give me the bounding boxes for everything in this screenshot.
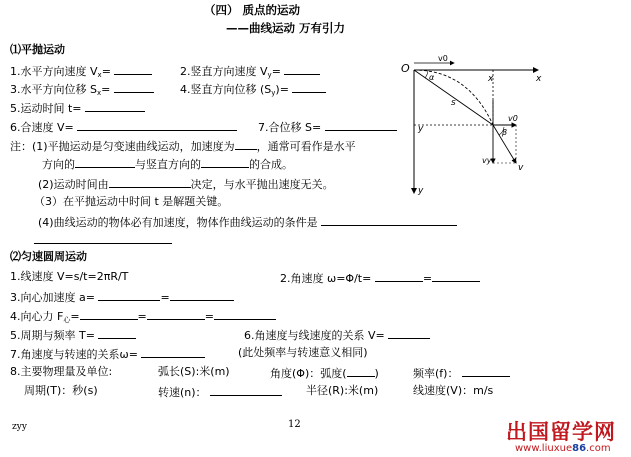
unit-radius: 半径(R):米(m) (306, 384, 379, 397)
part1-q2: 2.竖直方向速度 $V_y=$ (180, 63, 320, 82)
v0-mid-label: v0 (508, 114, 518, 123)
part1-note3: （3）在平抛运动中时间 t 是解题关键。 (34, 195, 229, 208)
unit-angle: 角度(Φ)：弧度( ) (270, 367, 379, 380)
part1-note1-line1: 注：(1)平抛运动是匀变速曲线运动，加速度为 ，通常可看作是水平 (10, 140, 356, 153)
part2-q2: 2.角速度 ω=Φ/t= = (280, 270, 480, 286)
part1-note4-line2 (34, 232, 172, 248)
part1-q5: 5.运动时间 t= (10, 100, 145, 116)
answer-blank[interactable] (114, 63, 152, 75)
part1-q1: 1.水平方向速度 $V_x=$ (10, 63, 152, 82)
answer-blank[interactable] (98, 327, 136, 339)
footer-author: zyy (12, 422, 27, 432)
part2-heading: ⑵匀速圆周运动 (10, 250, 87, 263)
answer-blank[interactable] (77, 119, 237, 131)
part1-q3: 3.水平方向位移 $S_x=$ (10, 81, 154, 100)
part2-q7-note: (此处频率与转速意义相同) (238, 346, 368, 359)
answer-blank[interactable] (141, 346, 205, 358)
part2-q8: 8.主要物理量及单位: (10, 365, 113, 378)
watermark-url: www.liuxue86.com (515, 443, 611, 454)
part1-heading: ⑴平抛运动 (10, 43, 65, 56)
watermark-logo-text: 出国留学网 (506, 420, 616, 444)
beta-label: β (502, 128, 508, 137)
unit-linear-velocity: 线速度(V)：m/s (413, 384, 494, 397)
part2-q6: 6.角速度与线速度的关系 V= (244, 327, 430, 343)
part1-note4: (4)曲线运动的物体必有加速度，物体作曲线运动的条件是 (38, 214, 457, 230)
answer-blank[interactable] (388, 327, 430, 339)
x-label-point: x (488, 74, 494, 84)
part1-note1-line2: 方向的 与竖直方向的 的合成。 (42, 158, 293, 171)
y-label-axis: y (418, 186, 424, 196)
y-label-point: y (418, 124, 424, 134)
section-title: （四） 质点的运动 (204, 3, 301, 17)
answer-blank[interactable] (214, 308, 276, 320)
part2-q5: 5.周期与频率 T= (10, 327, 136, 343)
part1-q6: 6.合速度 V= (10, 119, 237, 135)
answer-blank[interactable] (114, 81, 154, 93)
answer-blank[interactable] (284, 63, 320, 75)
part1-q7: 7.合位移 S= (258, 119, 397, 135)
answer-blank[interactable] (210, 384, 282, 396)
answer-blank[interactable] (170, 289, 234, 301)
answer-blank[interactable] (98, 289, 160, 301)
unit-rev: 转速(n)： (158, 384, 282, 400)
part1-q4: 4.竖直方向位移 $(S_y)=$ (180, 81, 326, 100)
unit-period: 周期(T)：秒(s) (24, 384, 98, 397)
projectile-diagram (398, 55, 548, 200)
part2-q7: 7.角速度与转速的关系ω= (10, 346, 205, 362)
answer-blank[interactable] (462, 365, 510, 377)
answer-blank[interactable] (235, 138, 257, 150)
part2-q1: 1.线速度 V=s/t=2πR/T (10, 270, 129, 283)
answer-blank[interactable] (147, 308, 205, 320)
answer-blank[interactable] (375, 270, 423, 282)
answer-blank[interactable] (34, 232, 172, 244)
answer-blank[interactable] (80, 308, 138, 320)
part2-q4: 4.向心力 $F_心=$ = = (10, 308, 276, 327)
part2-q3: 3.向心加速度 a= = (10, 289, 234, 305)
v-label: v (518, 163, 524, 173)
answer-blank[interactable] (75, 156, 135, 168)
answer-blank[interactable] (432, 270, 480, 282)
answer-blank[interactable] (321, 214, 457, 226)
answer-blank[interactable] (325, 119, 397, 131)
v0-top-label: v0 (438, 55, 448, 63)
answer-blank[interactable] (292, 81, 326, 93)
unit-arc: 弧长(S):米(m) (158, 365, 230, 378)
answer-blank[interactable] (85, 100, 145, 112)
answer-blank[interactable] (109, 176, 191, 188)
unit-freq: 频率(f)： (413, 365, 510, 381)
part1-note2: (2)运动时间由 决定，与水平抛出速度无关。 (38, 178, 334, 191)
x-label-axis: x (536, 74, 542, 84)
s-label: s (451, 98, 456, 108)
origin-label: O (401, 62, 410, 75)
answer-blank[interactable] (347, 365, 375, 377)
page-number: 12 (288, 419, 301, 430)
alpha-label: α (429, 73, 435, 82)
answer-blank[interactable] (201, 156, 249, 168)
vy-label: vy (482, 156, 492, 165)
subtitle: ——曲线运动 万有引力 (226, 21, 346, 35)
